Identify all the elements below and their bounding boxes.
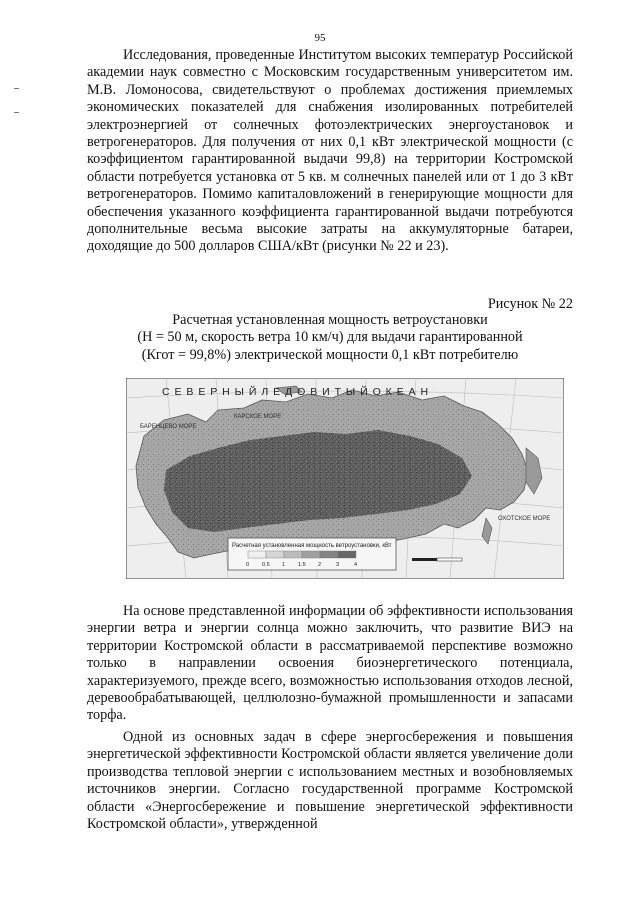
legend-tick: 0.5	[262, 562, 270, 568]
figure-caption	[87, 312, 573, 364]
margin-mark	[14, 112, 19, 113]
legend-tick: 1	[282, 562, 286, 568]
legend-swatch	[320, 551, 338, 558]
legend-tick: 0	[246, 562, 250, 568]
wind-power-map	[126, 378, 564, 579]
legend-swatch	[302, 551, 320, 558]
legend-tick: 4	[354, 562, 358, 568]
map-ocean-label: С Е В Е Р Н Ы Й Л Е Д О В И Т Ы Й О К Е А Н	[162, 386, 430, 398]
paragraph-energy-saving: Одной из основных задач в сфере энергосбережения и повышения энергетической эффективности Костромской области является увеличение доли производства тепловой энергии с использованием местных и возобновляемых источников энергии. Согласно государственной программе Костромской области «Энергосбережение и повышение энергетической эффективности Костромской области», утвержденной	[87, 729, 573, 833]
legend-swatch	[266, 551, 284, 558]
legend-tick: 1.5	[298, 562, 306, 568]
caption-line: (H = 50 м, скорость ветра 10 км/ч) для выдачи гарантированной	[137, 329, 523, 346]
caption-line: (Кгот = 99,8%) электрической мощности 0,1 кВт потребителю	[141, 346, 519, 363]
map-sea-label: БАРЕНЦЕВО МОРЕ	[140, 424, 197, 430]
map-sea-label: ОХОТСКОЕ МОРЕ	[498, 516, 551, 522]
map-sea-label: КАРСКОЕ МОРЕ	[234, 414, 282, 420]
legend-tick: 3	[336, 562, 340, 568]
map-legend	[228, 538, 396, 570]
paragraph-conclusion: На основе представленной информации об эффективности использования энергии ветра и энергии солнца можно заключить, что развитие ВИЭ на территории Костромской области в рассматриваемой перспективе возможно только в направлении освоения биоэнергетического потенциала, характеризуемого, прежде всего, возможностью использования отходов лесной, деревообрабатывающей, целлюлозно-бумажной промышленности и запасами торфа.	[87, 603, 573, 724]
paragraph-research: Исследования, проведенные Институтом высоких температур Российской академии наук совместно с Московским государственным университетом им. М.В. Ломоносова, свидетельствуют о проблемах достижения приемлемых экономических показателей для снабжения изолированных потребителей электроэнергией от солнечных фотоэлектрических энергоустановок и ветрогенераторов. Для получения от них 0,1 кВт электрической мощности (с коэффициентом гарантированной выдачи 99,8) на территории Костромской области потребуется установка от 5 кв. м солнечных панелей или от 1 до 3 кВт ветрогенераторов. Помимо капиталовложений в генерирующие мощности для обеспечения указанного коэффициента гарантированной выдачи потребуются дополнительные весьма высокие затраты на аккумуляторные батареи, доходящие до 500 долларов США/кВт (рисунки № 22 и 23).	[87, 47, 573, 255]
legend-tick: 2	[318, 562, 322, 568]
margin-mark	[14, 88, 19, 89]
page-number: 95	[314, 32, 326, 44]
legend-title: Расчетная установленная мощность ветроустановки, кВт	[232, 543, 392, 549]
legend-swatch	[338, 551, 356, 558]
map-scale-bar	[412, 558, 462, 561]
figure-number: Рисунок № 22	[487, 296, 573, 312]
legend-swatch	[248, 551, 266, 558]
caption-line: Расчетная установленная мощность ветроустановки	[172, 312, 488, 328]
legend-swatch	[284, 551, 302, 558]
